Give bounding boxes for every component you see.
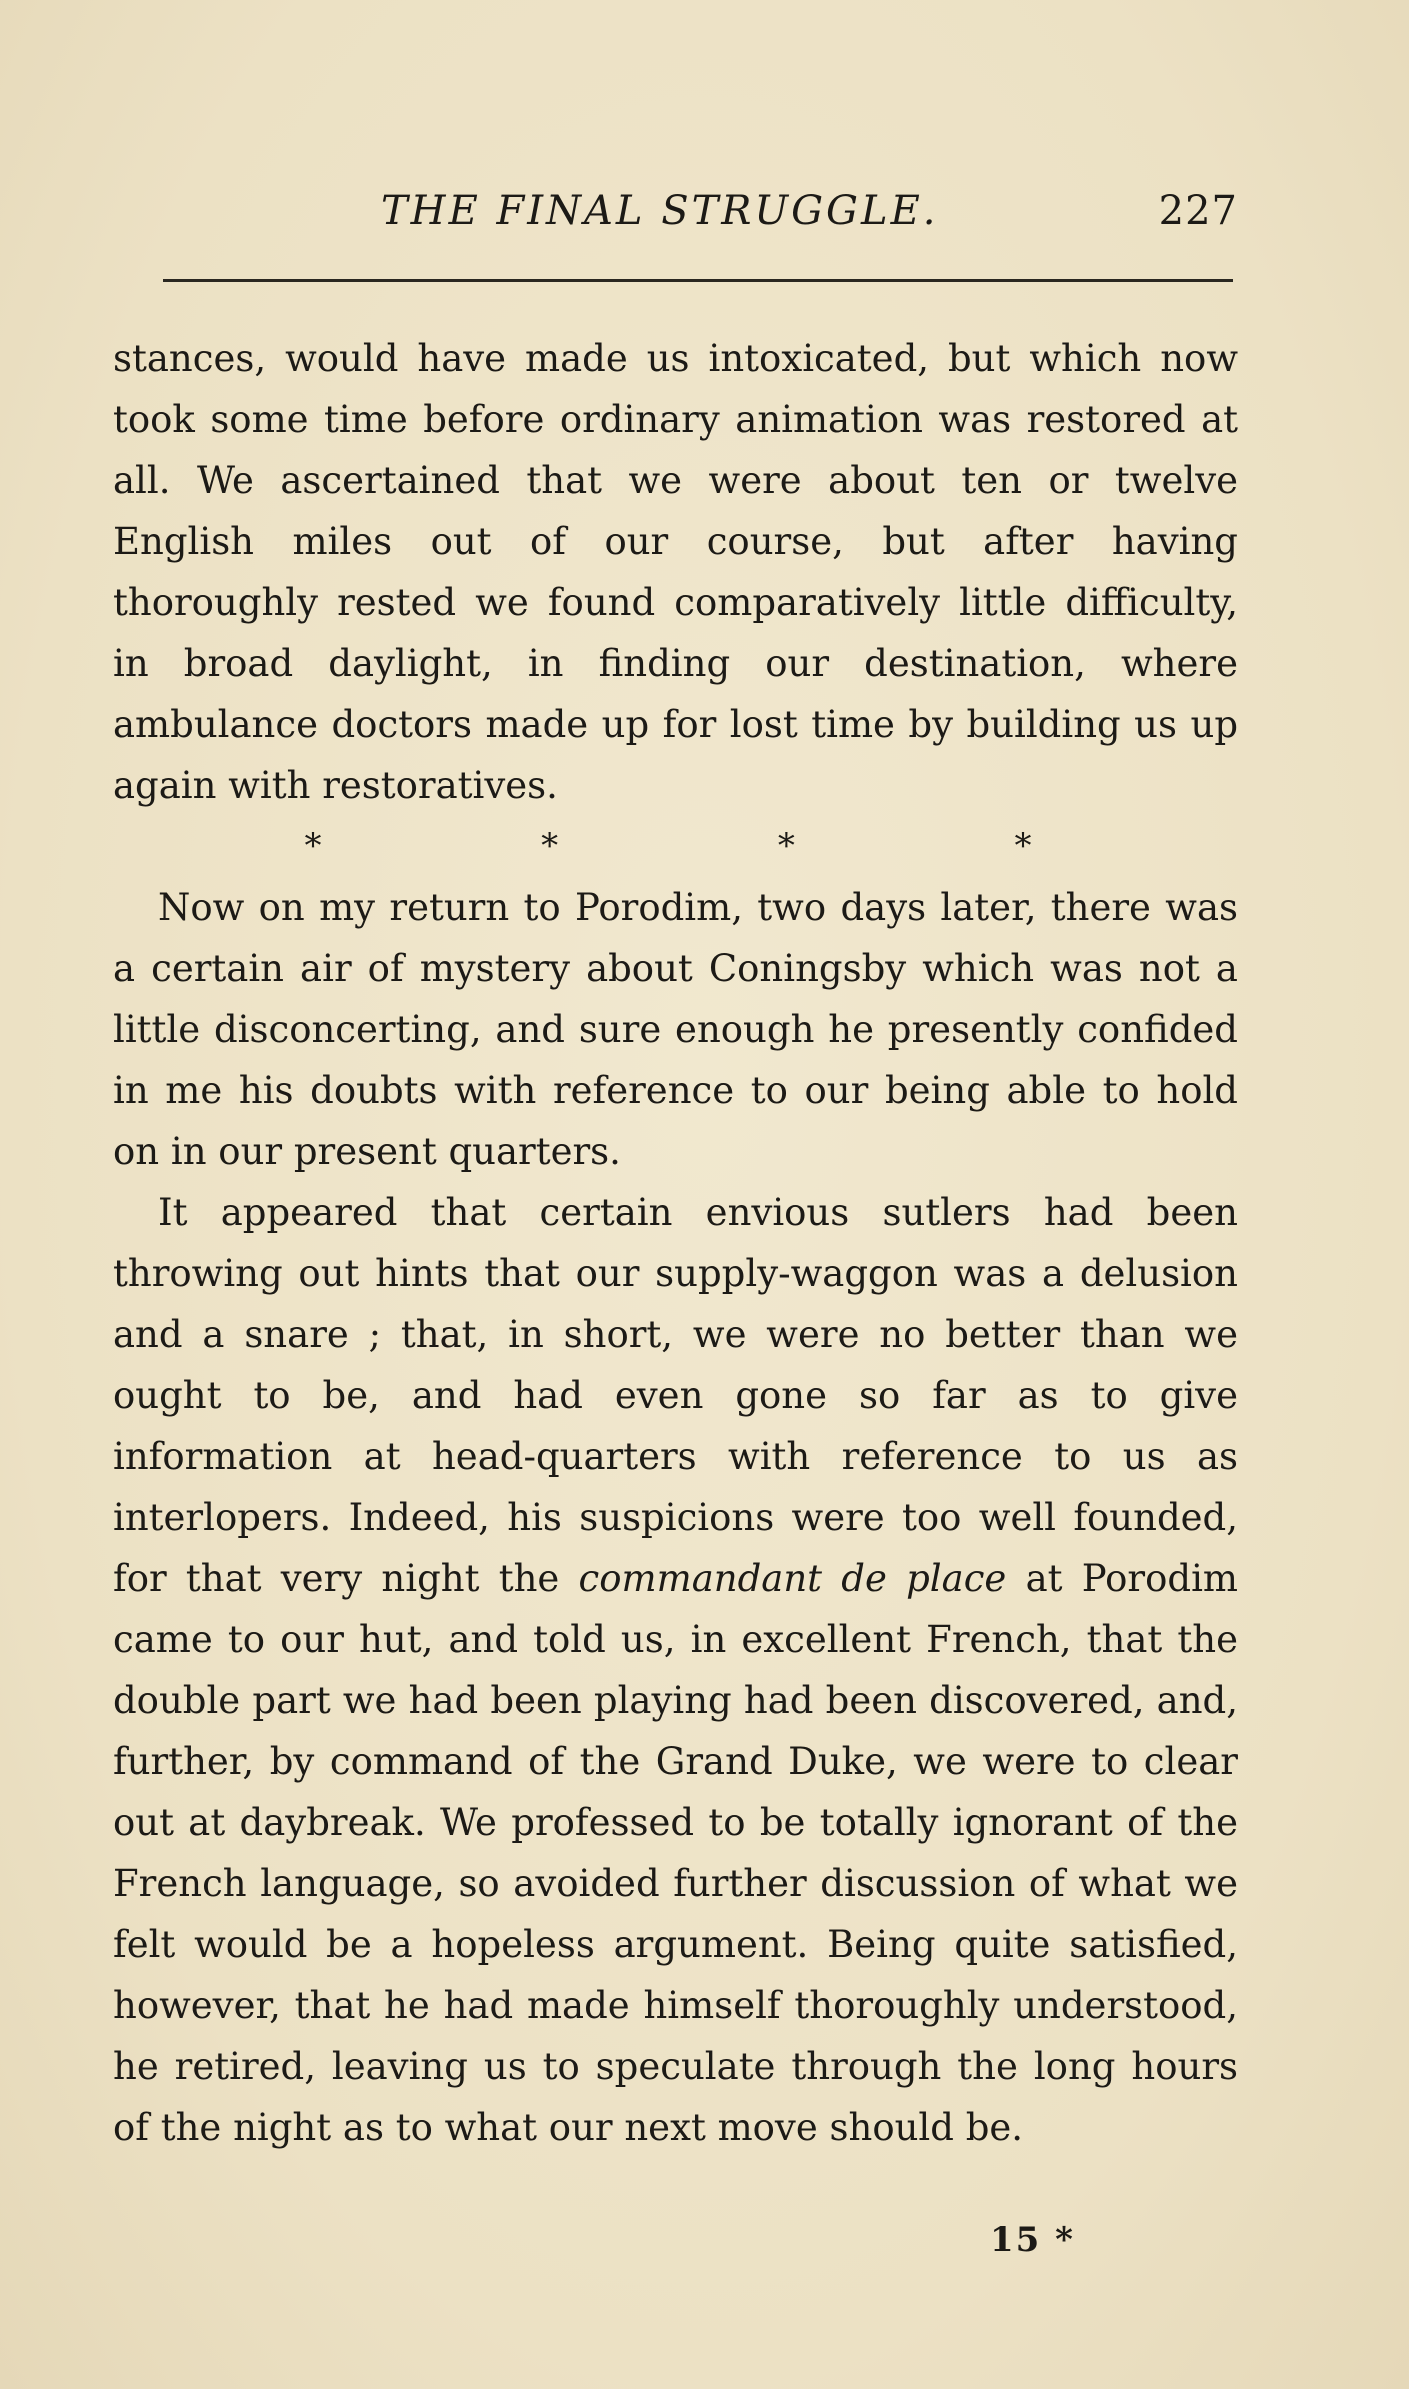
asterisk: * bbox=[1014, 826, 1032, 866]
paragraph-3-text-start: It appeared that certain envious sutlers had been throwing out hints that our supply-waggon was a delusion and a snare ; that, in short, we were no better than we ought to be, and had even gone so far as to give information at head-quarters with reference to us as interlopers. Indeed, his suspicions were too well founded, for that very night the bbox=[113, 1191, 1238, 1600]
running-head bbox=[113, 188, 1238, 248]
asterisk: * bbox=[304, 826, 322, 866]
body-text bbox=[113, 328, 1238, 2158]
paragraph-3 bbox=[113, 1182, 1238, 2158]
section-break-asterism bbox=[298, 816, 1038, 877]
page-number: 227 bbox=[1158, 188, 1238, 234]
asterisk: * bbox=[541, 826, 559, 866]
signature-mark: 15 * bbox=[990, 2220, 1075, 2260]
asterisk: * bbox=[777, 826, 795, 866]
paragraph-2: Now on my return to Porodim, two days later, there was a certain air of mystery about Coningsby which was not a little disconcerting, and sure enough he presently confided in me his doubts with reference to our being able to hold on in our present quarters. bbox=[113, 886, 1238, 1173]
header-rule bbox=[163, 279, 1233, 282]
running-title: THE FINAL STRUGGLE. bbox=[381, 188, 939, 234]
paragraph-1: stances, would have made us intoxicated, but which now took some time before ordinary animation was restored at all. We ascertained that we were about ten or twelve English miles out of our course, but after having thoroughly rested we found comparatively little difficulty, in broad daylight, in finding our destination, where ambulance doctors made up for lost time by building us up again with restoratives. bbox=[113, 337, 1238, 807]
italic-phrase: commandant de place bbox=[578, 1557, 1007, 1600]
paragraph-3-text-end: at Porodim came to our hut, and told us, in excellent French, that the double part we had been playing had been discovered, and, further, by command of the Grand Duke, we were to clear out at daybreak. We professed to be totally ignorant of the French language, so avoided further discussion of what we felt would be a hopeless argument. Being quite satisfied, however, that he had made himself thoroughly understood, he retired, leaving us to speculate through the long hours of the night as to what our next move should be. bbox=[113, 1557, 1238, 2149]
